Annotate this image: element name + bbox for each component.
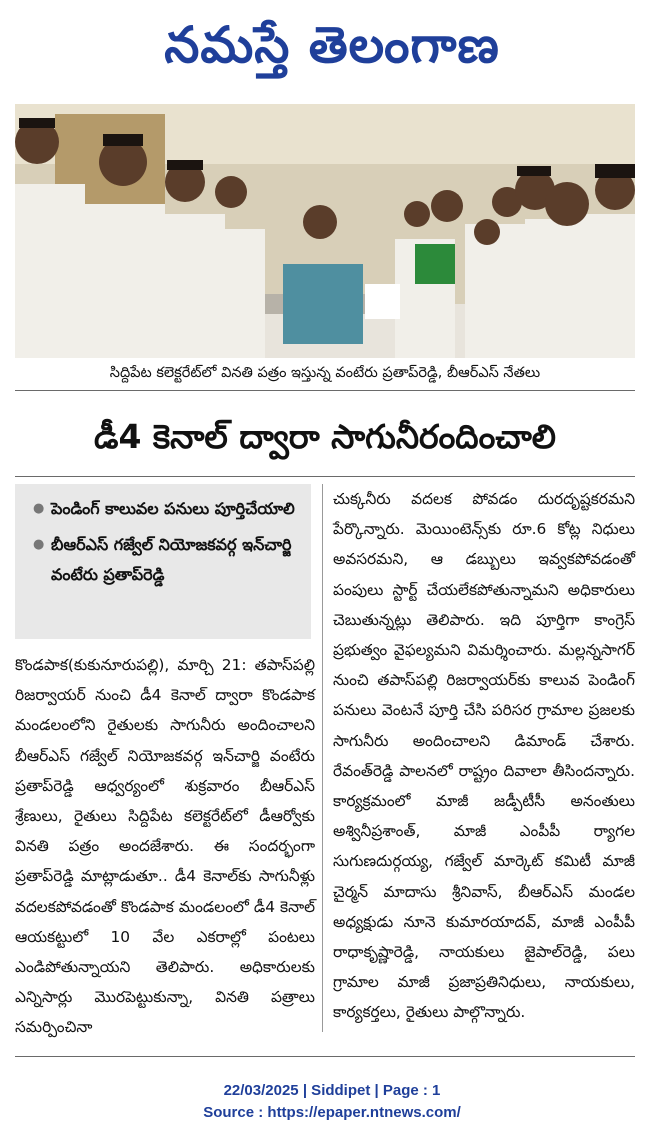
highlights-box	[15, 484, 311, 639]
highlight-item	[33, 530, 303, 590]
divider	[15, 390, 635, 391]
article-body-left: కొండపాక(కుకునూరుపల్లి), మార్చి 21: తపాస్‌పల్లి రిజర్వాయర్ నుంచి డీ4 కెనాల్ ద్వారా కొండపాక మండలంలోని రైతులకు సాగునీరు అందించాలని బీఆర్‌ఎస్ గజ్వేల్ నియోజకవర్గ ఇన్‌చార్జి వంటేరు ప్రతాప్‌రెడ్డి ఆధ్వర్యంలో శుక్రవారం బీఆర్‌ఎస్ శ్రేణులు, రైతులు సిద్దిపేట కలెక్టరేట్‌లో డీఆర్వోకు వినతి పత్రం అందజేశారు. ఈ సందర్భంగా ప్రతాప్‌రెడ్డి మాట్లాడుతూ.. డీ4 కెనాల్‌కు సాగునీళ్లు వదలకపోవడంతో కొండపాక మండలంలో డీ4 కెనాల్ ఆయకట్టులో 10 వేల ఎకరాల్లో పంటలు ఎండిపోతున్నాయని తెలిపారు. అధికారులకు ఎన్నిసార్లు మొరపెట్టుకున్నా, వినతి పత్రాలు సమర్పించినా	[15, 656, 315, 1037]
highlight-item	[33, 494, 303, 524]
column-divider	[322, 484, 323, 1032]
article-headline: డీ4 కెనాల్ ద్వారా సాగునీరందించాలి	[94, 417, 556, 456]
people-photo-icon	[15, 104, 635, 358]
highlight-text: పెండింగ్ కాలువల పనులు పూర్తిచేయాలి	[51, 499, 295, 518]
masthead-title: నమస్తే తెలంగాణ	[164, 15, 500, 74]
highlight-text: బీఆర్‌ఎస్ గజ్వేల్ నియోజకవర్గ ఇన్‌చార్జి వంటేరు ప్రతాప్‌రెడ్డి	[51, 535, 292, 584]
bullet-icon: ●	[33, 501, 45, 516]
newspaper-masthead	[0, 0, 664, 90]
news-photo	[15, 104, 635, 358]
bullet-icon: ●	[33, 537, 45, 552]
divider	[15, 476, 635, 477]
article-body-right: చుక్కనీరు వదలక పోవడం దురదృష్టకరమని పేర్కొన్నారు. మెయింటెన్స్‌కు రూ.6 కోట్ల నిధులు అవసరమని, ఆ డబ్బులు ఇవ్వకపోవడంతో పంపులు స్టార్ట్ చేయలేకపోతున్నామని అధికారులు చెబుతున్నట్లు తెలిపారు. ఇది పూర్తిగా కాంగ్రెస్ ప్రభుత్వం వైఫల్యమని విమర్శించారు. మల్లన్నసాగర్ నుంచి తపాస్‌పల్లి రిజర్వాయర్‌కు కాలువ పెండింగ్ పనులు వెంటనే పూర్తి చేసి పరిసర గ్రామాల ప్రజలకు సాగునీరు అందించాలని డిమాండ్ చేశారు. రేవంత్‌రెడ్డి పాలనలో రాష్ట్రం దివాలా తీసిందన్నారు. కార్యక్రమంలో మాజీ జడ్పీటీసీ అనంతులు అశ్వినీప్రశాంత్, మాజీ ఎంపీపీ ర్యాగల సుగుణదుర్గయ్య, గజ్వేల్ మార్కెట్ కమిటీ మాజీ చైర్మన్ మాదాసు శ్రీనివాస్, బీఆర్‌ఎస్ మండల అధ్యక్షుడు నూనె కుమారయాదవ్, మాజీ ఎంపీపీ రాధాకృష్ణారెడ్డి, నాయకులు జైపాల్‌రెడ్డి, పలు గ్రామాల మాజీ ప్రజాప్రతినిధులు, నాయకులు, కార్యకర్తలు, రైతులు పాల్గొన్నారు.	[333, 490, 635, 1022]
footer-source-line: Source : https://epaper.ntnews.com/	[203, 1104, 461, 1121]
photo-caption: సిద్దిపేట కలెక్టరేట్‌లో వినతి పత్రం ఇస్తున్న వంటేరు ప్రతాప్‌రెడ్డి, బీఆర్‌ఎస్ నేతలు	[109, 365, 541, 381]
divider	[15, 1056, 635, 1057]
footer-date-line: 22/03/2025 | Siddipet | Page : 1	[223, 1082, 441, 1099]
